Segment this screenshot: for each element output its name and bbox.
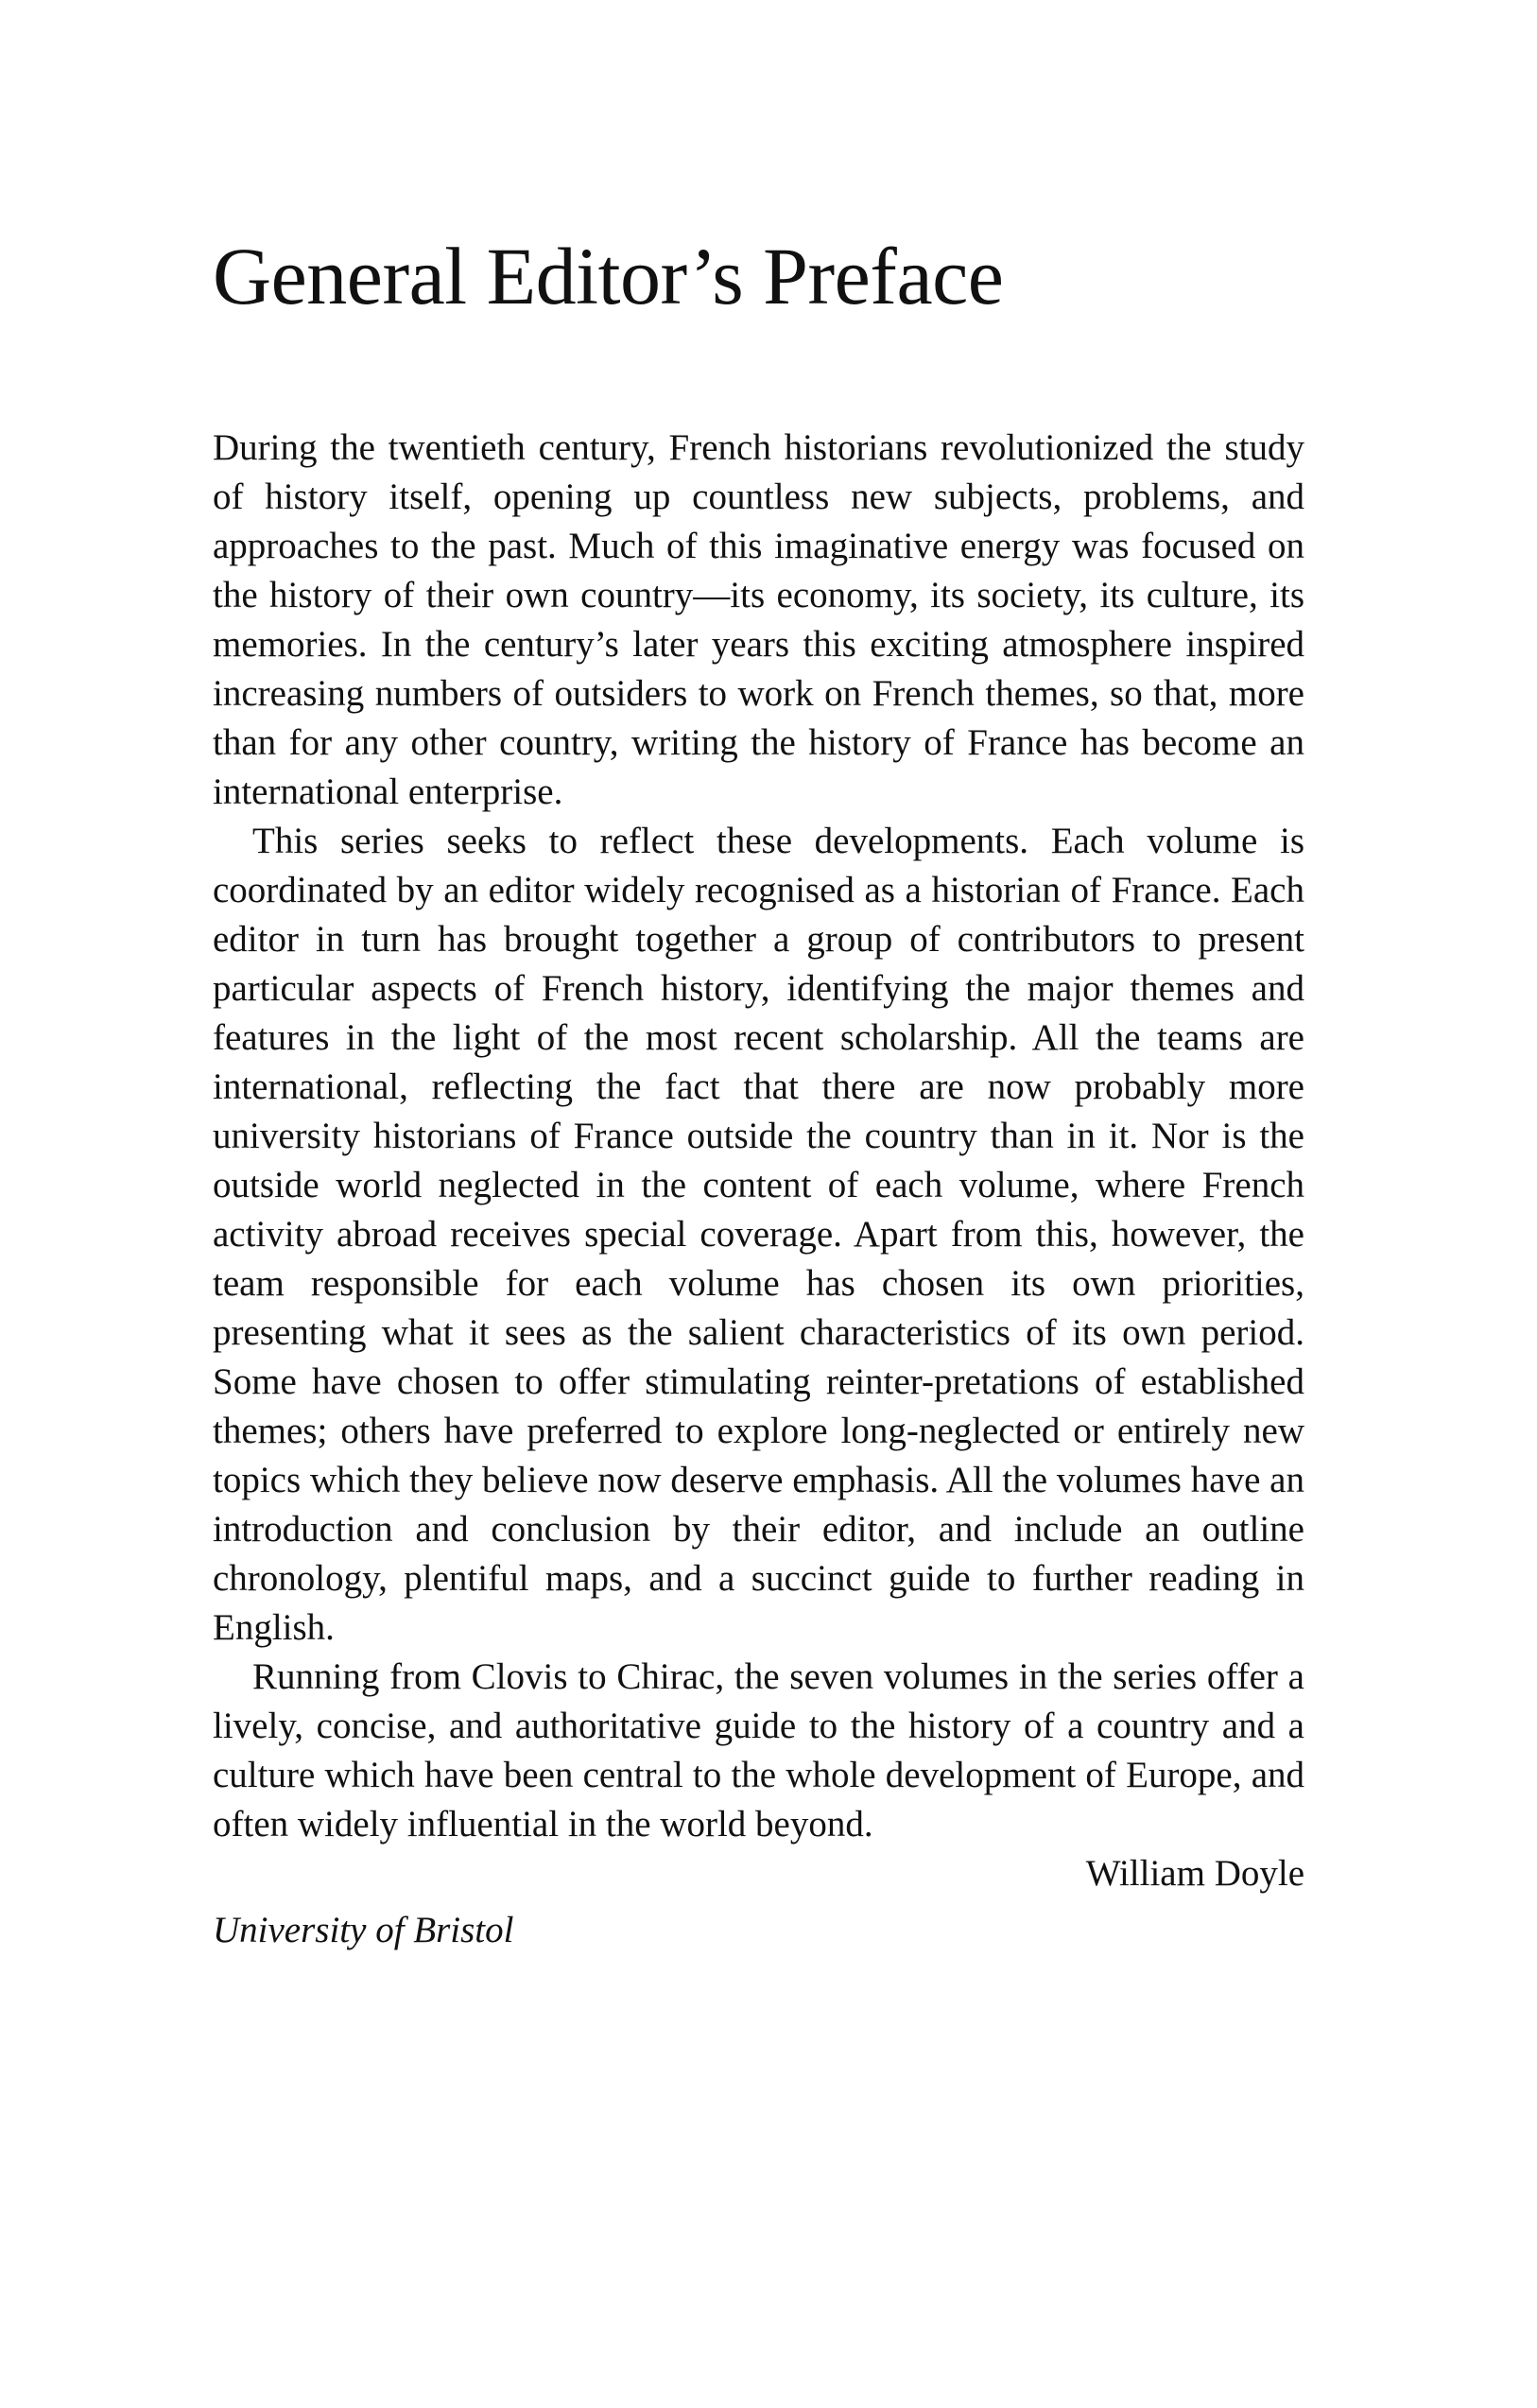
paragraph-3: Running from Clovis to Chirac, the seven volumes in the series offer a lively, concise, and authoritative guide to the history of a country and a culture which have been central to the whole development of Europe, and often widely influential in the world beyond. xyxy=(213,1656,1304,1845)
paragraph-1: During the twentieth century, French historians revolutionized the study of history itself, opening up countless new subjects, problems, and approaches to the past. Much of this imaginative energy was focused on the history of their own country—its economy, its society, its culture, its memories. In the century’s later years this exciting atmosphere inspired increasing numbers of outsiders to work on French themes, so that, more than for any other country, writing the history of France has become an international enterprise. xyxy=(213,427,1304,812)
editor-affiliation: University of Bristol xyxy=(213,1910,514,1950)
editor-signature: William Doyle xyxy=(1085,1853,1304,1894)
preface-body xyxy=(213,424,1304,1955)
paragraph-2: This series seeks to reflect these developments. Each volume is coordinated by an editor widely recognised as a historian of France. Each editor in turn has brought together a group of contributors to present particular aspects of French history, identifying the major themes and features in the light of the most recent scholarship. All the teams are international, reflecting the fact that there are now probably more university historians of France outside the country than in it. Nor is the outside world neglected in the content of each volume, where French activity abroad receives special coverage. Apart from this, however, the team responsible for each volume has chosen its own priorities, presenting what it sees as the salient characteristics of its own period. Some have chosen to offer stimulating reinter-pretations of established themes; others have preferred to explore long-neglected or entirely new topics which they believe now deserve emphasis. All the volumes have an introduction and conclusion by their editor, and include an outline chronology, plentiful maps, and a succinct guide to further reading in English. xyxy=(213,821,1304,1648)
page-title: General Editor’s Preface xyxy=(213,231,1004,321)
